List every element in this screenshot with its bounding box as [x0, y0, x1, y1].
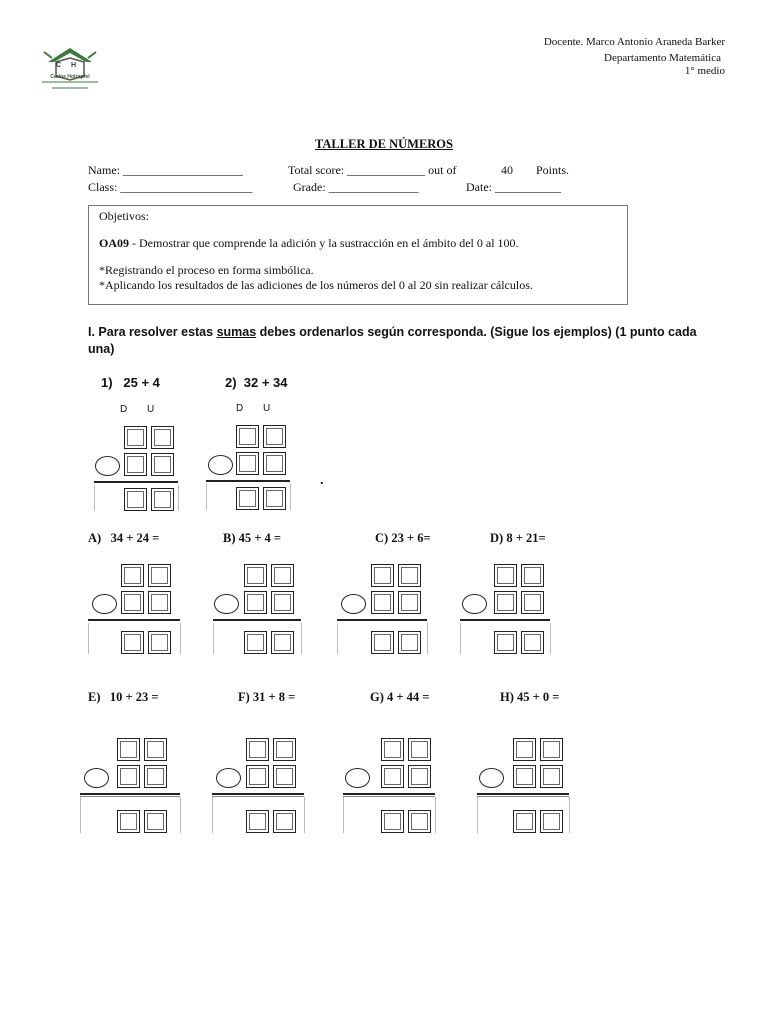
exercise-b-units-box-2[interactable]: [271, 591, 294, 614]
exercise-g-units-box-2[interactable]: [408, 765, 431, 788]
points-label: Points.: [536, 163, 570, 177]
exercise-c-tens-result-box[interactable]: [371, 631, 394, 654]
exercise-c-operator-oval[interactable]: [341, 594, 366, 614]
exercise-d-tens-box-1[interactable]: [494, 564, 517, 587]
exercise-d-guide-right: [550, 623, 551, 654]
exercise-a-units-box-1[interactable]: [148, 564, 171, 587]
name-field[interactable]: Name: ____________________: [88, 163, 243, 177]
score-max: 40: [501, 163, 513, 177]
exercise-b-guide-left: [213, 623, 214, 654]
exercise-c-tens-box-2[interactable]: [371, 591, 394, 614]
example-2-tens-result-box[interactable]: [236, 487, 259, 510]
exercise-a-label: A) 34 + 24 =: [88, 531, 160, 545]
exercise-a-tens-box-1[interactable]: [121, 564, 144, 587]
exercise-d-units-box-1[interactable]: [521, 564, 544, 587]
example-1-tens-box-1[interactable]: [124, 426, 147, 449]
objectives-box: [88, 205, 628, 305]
exercise-f-units-box-1[interactable]: [273, 738, 296, 761]
exercise-b-guide-right: [301, 623, 302, 654]
exercise-h-tens-result-box[interactable]: [513, 810, 536, 833]
objective-code: OA09: [99, 236, 129, 250]
example-2-tens-box-2[interactable]: [236, 452, 259, 475]
instructions-part-2: debes ordenarlos según corresponda. (Sigue los ejemplos) (1 punto cada una): [88, 325, 697, 356]
exercise-e-sum-line: [80, 793, 180, 795]
exercise-b-sum-line: [213, 619, 301, 621]
objective-line-2: *Aplicando los resultados de las adiciones de los números del 0 al 20 sin realizar cálculos.: [99, 278, 533, 292]
exercise-a-units-box-2[interactable]: [148, 591, 171, 614]
exercise-a-units-result-box[interactable]: [148, 631, 171, 654]
exercise-g-units-box-1[interactable]: [408, 738, 431, 761]
exercise-h-label: H) 45 + 0 =: [500, 690, 560, 704]
example-2-guide-right: [290, 484, 291, 510]
exercise-b-tens-box-2[interactable]: [244, 591, 267, 614]
logo-school-name: Carlos Holzapfel: [50, 74, 90, 80]
exercise-e-tens-result-box[interactable]: [117, 810, 140, 833]
exercise-g-tens-result-box[interactable]: [381, 810, 404, 833]
exercise-b-units-box-1[interactable]: [271, 564, 294, 587]
school-logo: [42, 42, 98, 92]
example-1-units-box-2[interactable]: [151, 453, 174, 476]
exercise-f-sum-line: [212, 793, 304, 795]
exercise-h-guide-right: [569, 797, 570, 833]
objective-oa09: [99, 236, 519, 251]
exercise-d-units-box-2[interactable]: [521, 591, 544, 614]
total-score-field[interactable]: Total score: _____________ out of: [288, 163, 457, 177]
example-1-units-result-box[interactable]: [151, 488, 174, 511]
example-2-u-label: U: [263, 403, 271, 414]
exercise-d-sum-line: [460, 619, 550, 621]
exercise-c-tens-box-1[interactable]: [371, 564, 394, 587]
exercise-d-guide-left: [460, 623, 461, 654]
grade-field[interactable]: Grade: _______________: [293, 180, 419, 194]
example-1-guide-left: [94, 485, 95, 511]
exercise-e-units-result-box[interactable]: [144, 810, 167, 833]
exercise-h-tens-box-2[interactable]: [513, 765, 536, 788]
exercise-a-tens-result-box[interactable]: [121, 631, 144, 654]
example-2-guide-left: [206, 484, 207, 510]
exercise-c-units-box-1[interactable]: [398, 564, 421, 587]
exercise-g-units-result-box[interactable]: [408, 810, 431, 833]
exercise-c-guide-left: [337, 623, 338, 654]
exercise-g-label: G) 4 + 44 =: [370, 690, 430, 704]
exercise-g-tens-box-2[interactable]: [381, 765, 404, 788]
example-2-units-box-2[interactable]: [263, 452, 286, 475]
exercise-c-label: C) 23 + 6=: [375, 531, 431, 545]
exercise-b-operator-oval[interactable]: [214, 594, 239, 614]
exercise-f-units-result-box[interactable]: [273, 810, 296, 833]
objective-line-1: *Registrando el proceso en forma simbólica.: [99, 263, 314, 277]
exercise-b-tens-result-box[interactable]: [244, 631, 267, 654]
example-1-operator-oval[interactable]: [95, 456, 120, 476]
example-2-operator-oval[interactable]: [208, 455, 233, 475]
page-title: TALLER DE NÚMEROS: [315, 137, 453, 151]
exercise-g-guide-right: [435, 797, 436, 833]
exercise-h-units-box-1[interactable]: [540, 738, 563, 761]
objectives-heading: Objetivos:: [99, 209, 149, 223]
example-2-units-box-1[interactable]: [263, 425, 286, 448]
exercise-f-guide-left: [212, 797, 213, 833]
stray-dot: .: [320, 472, 324, 487]
exercise-h-units-box-2[interactable]: [540, 765, 563, 788]
exercise-f-tens-result-box[interactable]: [246, 810, 269, 833]
exercise-e-units-box-2[interactable]: [144, 765, 167, 788]
example-2-label: 2) 32 + 34: [225, 375, 288, 390]
exercise-f-label: F) 31 + 8 =: [238, 690, 296, 704]
class-field[interactable]: Class: ______________________: [88, 180, 253, 194]
exercise-h-sum-line: [477, 793, 569, 795]
exercise-c-units-result-box[interactable]: [398, 631, 421, 654]
example-2-sum-line: [206, 480, 290, 482]
example-1-units-box-1[interactable]: [151, 426, 174, 449]
exercise-e-tens-box-2[interactable]: [117, 765, 140, 788]
exercise-g-guide-left: [343, 797, 344, 833]
logo-letters: C H: [56, 62, 81, 69]
instructions-part-1: I. Para resolver estas: [88, 325, 217, 339]
exercise-b-units-result-box[interactable]: [271, 631, 294, 654]
exercise-d-units-result-box[interactable]: [521, 631, 544, 654]
exercise-g-operator-oval[interactable]: [345, 768, 370, 788]
exercise-f-units-box-2[interactable]: [273, 765, 296, 788]
header-teacher: Docente. Marco Antonio Araneda Barker: [543, 36, 725, 48]
exercise-e-label: E) 10 + 23 =: [88, 690, 159, 704]
example-1-tens-box-2[interactable]: [124, 453, 147, 476]
exercise-e-tens-box-1[interactable]: [117, 738, 140, 761]
example-1-label: 1) 25 + 4: [101, 375, 160, 390]
exercise-f-tens-box-2[interactable]: [246, 765, 269, 788]
exercise-a-guide-left: [88, 623, 89, 654]
exercise-e-units-box-1[interactable]: [144, 738, 167, 761]
exercise-d-tens-result-box[interactable]: [494, 631, 517, 654]
objective-text: - Demostrar que comprende la adición y la sustracción en el ámbito del 0 al 100.: [129, 236, 519, 250]
example-2-d-label: D: [236, 403, 244, 414]
exercise-a-guide-right: [180, 623, 181, 654]
exercise-c-units-box-2[interactable]: [398, 591, 421, 614]
example-1-guide-right: [178, 485, 179, 511]
exercise-e-guide-right: [180, 797, 181, 833]
exercise-c-sum-line: [337, 619, 427, 621]
exercise-a-operator-oval[interactable]: [92, 594, 117, 614]
exercise-b-tens-box-1[interactable]: [244, 564, 267, 587]
instructions: [88, 324, 708, 358]
exercise-f-tens-box-1[interactable]: [246, 738, 269, 761]
exercise-h-tens-box-1[interactable]: [513, 738, 536, 761]
exercise-e-operator-oval[interactable]: [84, 768, 109, 788]
example-2-tens-box-1[interactable]: [236, 425, 259, 448]
exercise-d-tens-box-2[interactable]: [494, 591, 517, 614]
date-field[interactable]: Date: ___________: [466, 180, 561, 194]
exercise-a-sum-line: [88, 619, 180, 621]
example-1-sum-line: [94, 481, 178, 483]
exercise-d-operator-oval[interactable]: [462, 594, 487, 614]
header-grade: 1° medio: [684, 65, 725, 77]
exercise-a-tens-box-2[interactable]: [121, 591, 144, 614]
exercise-f-operator-oval[interactable]: [216, 768, 241, 788]
exercise-h-units-result-box[interactable]: [540, 810, 563, 833]
example-1-tens-result-box[interactable]: [124, 488, 147, 511]
exercise-g-sum-line: [343, 793, 435, 795]
example-1-d-label: D: [120, 404, 128, 415]
exercise-c-guide-right: [427, 623, 428, 654]
header-department: Departamento Matemática: [604, 52, 721, 64]
exercise-f-guide-right: [304, 797, 305, 833]
exercise-b-label: B) 45 + 4 =: [223, 531, 281, 545]
instructions-underlined: sumas: [216, 325, 257, 339]
exercise-h-operator-oval[interactable]: [479, 768, 504, 788]
exercise-g-tens-box-1[interactable]: [381, 738, 404, 761]
exercise-h-guide-left: [477, 797, 478, 833]
example-2-units-result-box[interactable]: [263, 487, 286, 510]
example-1-u-label: U: [147, 404, 155, 415]
exercise-e-guide-left: [80, 797, 81, 833]
exercise-d-label: D) 8 + 21=: [490, 531, 546, 545]
